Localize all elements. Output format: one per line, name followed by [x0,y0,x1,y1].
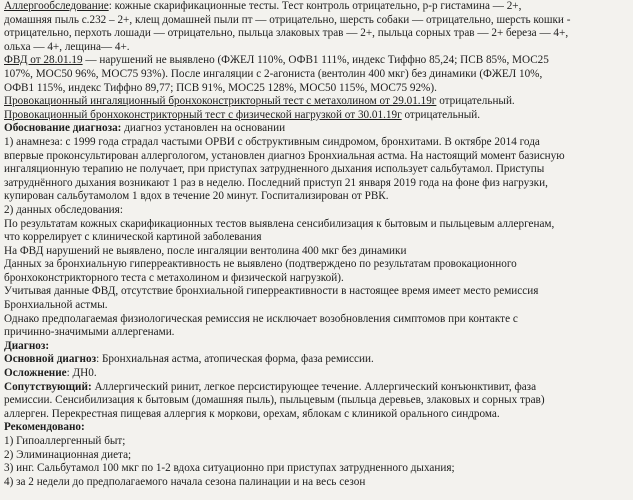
allergy-tests-line-1: Аллергообследование: кожные скарификационные тесты. Тест контроль отрицательно, р-р гистамина — 2+, [4,0,522,12]
exam-data-line-5: бронхоконстрикторного теста с метахолином и физической нагрузкой). [4,271,344,284]
main-diagnosis-line: Основной диагноз: Бронхиальная астма, атопическая форма, фаза ремиссии. [4,353,374,366]
recommendation-item-2: 2) Элиминационная диета; [4,448,132,461]
comorbid-line-3: аллерген. Перекрестная пищевая аллергия к моркови, орехам, яблокам с клиникой орального синдрома. [4,407,500,420]
exam-data-line-3: На ФВД нарушений не выявлено, после ингаляции вентолина 400 мкг без динамики [4,244,407,257]
spirometry-line-1: ФВД от 28.01.19 — нарушений не выявлено (ФЖЕЛ 110%, ОФВ1 111%, индекс Тиффно 85,24; ПСВ 85%, МОС25 [4,54,549,67]
exam-data-line-1: По результатам кожных скарификационных тестов выявлена сенсибилизация к бытовым и пыльцевым аллергенам, [4,217,555,230]
allergy-tests-line-3: отрицательно, перхоть лошади — отрицательно, пыльца злаковых трав — 2+, пыльца сорных трав — 2+ береза — 4+, [4,27,569,40]
anamnesis-line-1: 1) анамнеза: с 1999 года страдал частыми ОРВИ с обструктивным синдромом, бронхитами. В октябре 2014 года [4,135,540,148]
complication-label: Осложнение [4,367,67,380]
remission-note-line-1: Однако предполагаемая физиологическая ремиссия не исключает возобновления симптомов при контакте с [4,312,518,325]
anamnesis-line-2: впервые проконсультирован аллергологом, установлен диагноз Бронхиальная астма. На настоящий момент базисную [4,149,565,162]
complication-line: Осложнение: ДН0. [4,367,97,380]
spirometry-heading: ФВД от 28.01.19 [4,54,83,67]
recommendation-item-3: 3) инг. Сальбутамол 100 мкг по 1-2 вдоха ситуационно при приступах затрудненного дыхания; [4,462,455,475]
exam-data-line-4: Данных за бронхиальную гиперреактивность не выявлено (подтверждено по результатам провокационного [4,258,517,271]
remission-note-line-2: причинно-значимыми аллергенами. [4,326,175,339]
exercise-test-line: Провокационный бронхоконстрикторный тест с физической нагрузкой от 30.01.19г отрицательный. [4,108,481,121]
anamnesis-line-4: затруднённого дыхания возникают 1 раз в неделю. Последний приступ 21 января 2019 года на фоне физ нагрузки, [4,176,548,189]
anamnesis-line-3: ингаляционную терапию не получает, при приступах затрудненного дыхания использует сальбутамол. Приступы [4,163,545,176]
diagnosis-heading: Диагноз: [4,339,50,352]
comorbid-label: Сопутствующий: [4,380,92,393]
main-diagnosis-label: Основной диагноз [4,353,97,366]
exam-data-heading: 2) данных обследования: [4,203,123,216]
recommendations-heading-line [4,421,621,435]
exam-data-line-7: Бронхиальной астмы. [4,299,108,312]
methacholine-test-heading: Провокационный ингаляционный бронхоконстрикторный тест с метахолином от 29.01.19г [4,95,437,108]
recommendations-heading: Рекомендовано: [4,421,85,434]
anamnesis-line-5: купирован сальбутамолом 1 вдох в течение 20 минут. Госпитализирован от РВК. [4,190,389,203]
recommendation-item-4: 4) за 2 недели до предполагаемого начала сезона палинации и на весь сезон [4,475,366,488]
allergy-tests-line-4: ольха — 4+, лещина— 4+. [4,40,130,53]
exam-data-line-2: что коррелирует с клинической картиной заболевания [4,231,262,244]
comorbid-line-1: Сопутствующий: Аллергический ринит, легкое персистирующее течение. Аллергический конъюнктивит, фаза [4,380,537,393]
diagnosis-rationale-line: Обоснование диагноза: диагноз установлен на основании [4,122,286,135]
exam-data-line-6: Учитывая данные ФВД, отсутствие бронхиальной гиперреактивности в настоящее время имеет место ремиссия [4,285,539,298]
spirometry-line-3: ОФВ1 115%, индекс Тиффно 89,77; ПСВ 91%, МОС25 128%, МОС50 115%, МОС75 92%). [4,81,437,94]
allergy-tests-heading: Аллергообследование [4,0,109,12]
spirometry-line-2: 107%, МОС50 96%, МОС75 93%). После ингаляции с 2-агониста (вентолин 400 мкг) без динамики (ФЖЕЛ 10%, [4,67,543,80]
exercise-test-heading: Провокационный бронхоконстрикторный тест с физической нагрузкой от 30.01.19г [4,108,402,121]
allergy-tests-line-2: домашняя пыль с.232 – 2+, клещ домашней пыли пт — отрицательно, шерсть собаки — отрицательно, шерсть кошки - [4,13,571,26]
comorbid-line-2: ремиссии. Сенсибилизация к бытовым (домашняя пыль), пыльцевым (пыльца деревьев, злаковых и сорных трав) [4,394,545,407]
methacholine-test-line: Провокационный ингаляционный бронхоконстрикторный тест с метахолином от 29.01.19г отрицательный. [4,95,515,108]
diagnosis-rationale-heading: Обоснование диагноза: [4,122,122,135]
diagnosis-heading-line [4,340,621,354]
recommendation-item-1: 1) Гипоаллергенный быт; [4,435,126,447]
